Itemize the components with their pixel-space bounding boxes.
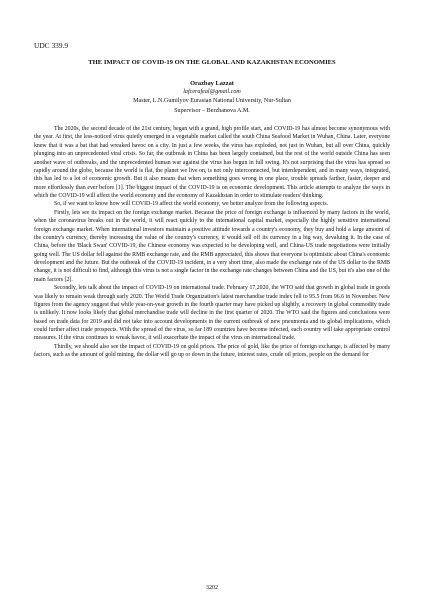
author-block <box>0 79 424 116</box>
author-name: Orazbay Lazzat <box>190 80 234 87</box>
author-email: lafcerafeal@gmail.com <box>183 89 241 96</box>
paragraph-foreign-exchange: Firstly, lets see its impact on the foreign exchange market. Because the price of foreign exchange is influenced by many factors in the world, when the coronavirus breaks out in the world, it will react quickly to the international capital market, especially the highly sensitive international foreign exchange market. When international investors maintain a positive attitude towards a country's economy, they buy and hold a large amount of the country's currency, thereby increasing the value of the country's currency, it would sell off its currency in a big way, devaluing it. In the case of China, before the 'Black Swan' COVID-19, the Chinese economy was expected to be developing well, and China-US trade negotiations were initially going well. The US dollar fell against the RMB exchange rate, and the RMB appreciated, this shows that everyone is optimistic about China's economic development and the future. But the outbreak of the COVID-19 incident, in a very short time, also made the exchange rate of the US dollar to the RMB change, it is not difficult to find, although this virus is not a single factor in the exchange rate changes between China and the US, but it's also one of the main factors [2]. <box>34 209 390 283</box>
paragraph-intro: The 2020s, the second decade of the 21st century, began with a grand, high profile start, and COVID-19 has almost become synonymous with the year. At first, the less-noticed virus quietly emerged in a vegetable market called the south China Seafood Market in Wuhan, China. Later, everyone knew that it was a bat that had wreaked havoc on a city. In just a few weeks, the virus has exploded, not just in Wuhan, but all over China, quickly plunging into an unprecedented viral crisis. So far, the outbreak in China has been largely contained, but the rest of the world outside China has seen another wave of outbreaks, and the unprecedented human war against the virus has begun in full swing. It's not surprising that the virus has spread so rapidly around the globe, because the world is flat, the planet we live on, is not only interconnected, but interdependent, and in many ways, integrated, this has led to a lot of economic growth. But it also means that when something goes wrong in one place, trouble spreads farther, faster, deeper and more effortlessly than ever before [1]. The biggest impact of the COVID-19 is on economic development. This article attempts to analyze the ways in which the COVID-19 will affect the world economy and the economy of Kazakhstan in order to stimulate readers' thinking. <box>34 126 390 199</box>
page-number: 3202 <box>206 585 218 591</box>
supervisor-line: Supervisor – Berzhanova A.M. <box>174 107 250 114</box>
paragraph-international-trade: Secondly, lets talk about the impact of COVID-19 on international trade. February 17,2020, the WTO said that growth in global trade in goods was likely to remain weak through early 2020. The World Trade Organization's latest merchandise trade index fell to 95.5 from 96.6 in November. New figures from the agency suggest that while year-on-year growth in the fourth quarter may have picked up slightly, a recovery in global commodity trade is unlikely. It now looks likely that global merchandise trade will decline in the first quarter of 2020. The WTO said the figures and conclusions were based on trade data for 2019 and did not take into account developments in the current outbreak of new pneumonia and its global implications, which could further affect trade prospects. With the spread of the virus, so far 189 countries have become infected, each country will take appropriate control measures. If the virus continues to wreak havoc, it will exacerbate the impact of the virus on international trade. <box>34 285 390 342</box>
paragraph-gold-prices: Thirdly, we should also see the impact of COVID-19 on gold prices. The price of gold, like the price of foreign exchange, is affected by many factors, such as the amount of gold mining, the dollar will go up or down in the future, interest rates, crude oil prices, people on the demand for <box>34 343 390 359</box>
udc-code: UDC 339.9 <box>34 41 69 50</box>
author-affiliation: Master, L.N.Gumilyov Eurasian National University, Nur-Sultan <box>133 98 291 105</box>
article-title: THE IMPACT OF COVID-19 ON THE GLOBAL AND KAZAKHSTAN ECONOMIES <box>88 59 336 66</box>
paragraph-aspects: So, if we want to know how will COVID-19 affect the world economy, we better analyze from the following aspects. <box>54 201 329 208</box>
article-body <box>34 125 390 557</box>
